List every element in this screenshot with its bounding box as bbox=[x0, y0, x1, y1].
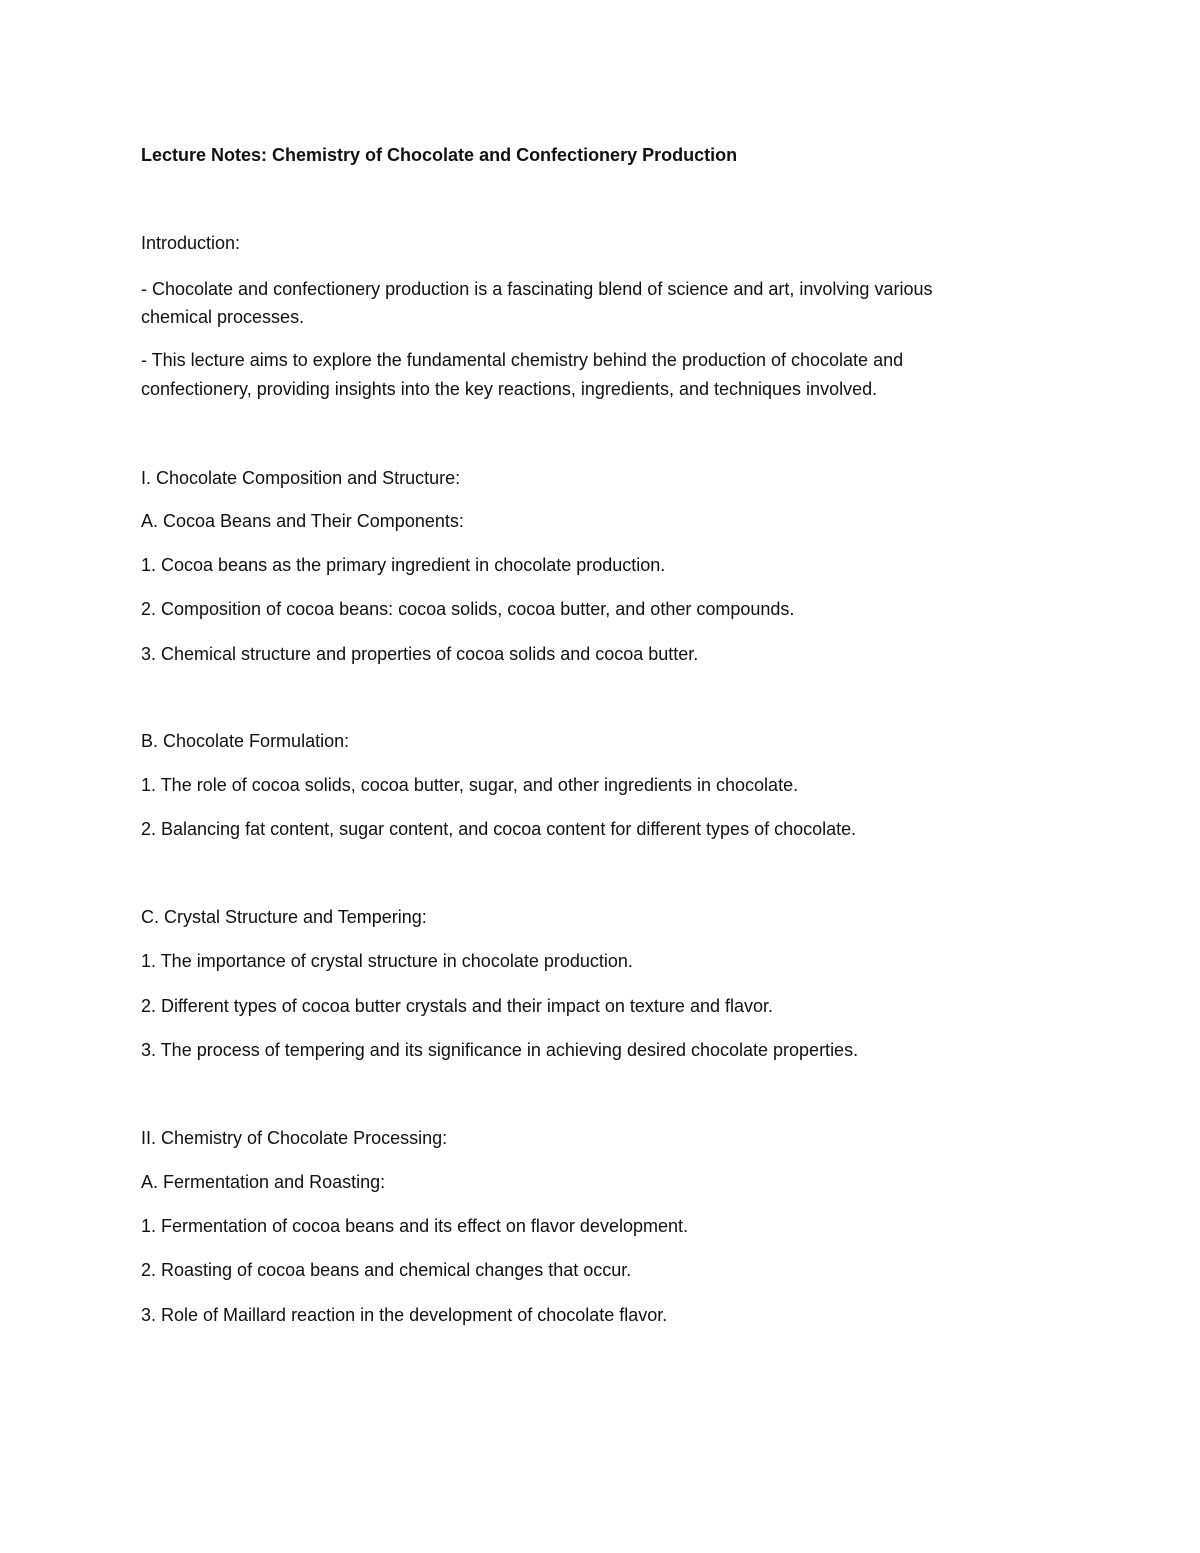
section-1a-heading: A. Cocoa Beans and Their Components: bbox=[141, 511, 464, 531]
intro-paragraph-2-line-1: - This lecture aims to explore the fundamental chemistry behind the production of chocolate and bbox=[141, 350, 904, 370]
section-1c-heading: C. Crystal Structure and Tempering: bbox=[141, 907, 427, 927]
list-item: 3. Role of Maillard reaction in the development of chocolate flavor. bbox=[141, 1305, 668, 1325]
introduction-heading: Introduction: bbox=[141, 233, 241, 253]
section-2-heading: II. Chemistry of Chocolate Processing: bbox=[141, 1128, 448, 1148]
section-2a-heading: A. Fermentation and Roasting: bbox=[141, 1172, 386, 1192]
list-item: 2. Different types of cocoa butter crystals and their impact on texture and flavor. bbox=[141, 996, 773, 1016]
list-item: 1. Fermentation of cocoa beans and its effect on flavor development. bbox=[141, 1216, 688, 1236]
section-1-heading: I. Chocolate Composition and Structure: bbox=[141, 468, 461, 488]
list-item: 3. Chemical structure and properties of cocoa solids and cocoa butter. bbox=[141, 644, 699, 664]
list-item: 1. Cocoa beans as the primary ingredient in chocolate production. bbox=[141, 555, 666, 575]
list-item: 1. The role of cocoa solids, cocoa butter, sugar, and other ingredients in chocolate. bbox=[141, 775, 799, 795]
intro-paragraph-2-line-2: confectionery, providing insights into the key reactions, ingredients, and techniques involved. bbox=[141, 379, 878, 399]
list-item: 2. Composition of cocoa beans: cocoa solids, cocoa butter, and other compounds. bbox=[141, 599, 795, 619]
list-item: 2. Balancing fat content, sugar content, and cocoa content for different types of chocolate. bbox=[141, 819, 857, 839]
list-item: 3. The process of tempering and its significance in achieving desired chocolate properties. bbox=[141, 1040, 859, 1060]
list-item: 1. The importance of crystal structure in chocolate production. bbox=[141, 951, 633, 971]
document-title: Lecture Notes: Chemistry of Chocolate and Confectionery Production bbox=[141, 145, 738, 165]
intro-paragraph-1-line-2: chemical processes. bbox=[141, 307, 305, 327]
section-1b-heading: B. Chocolate Formulation: bbox=[141, 731, 350, 751]
list-item: 2. Roasting of cocoa beans and chemical changes that occur. bbox=[141, 1260, 632, 1280]
intro-paragraph-1-line-1: - Chocolate and confectionery production is a fascinating blend of science and art, involving various bbox=[141, 279, 933, 299]
